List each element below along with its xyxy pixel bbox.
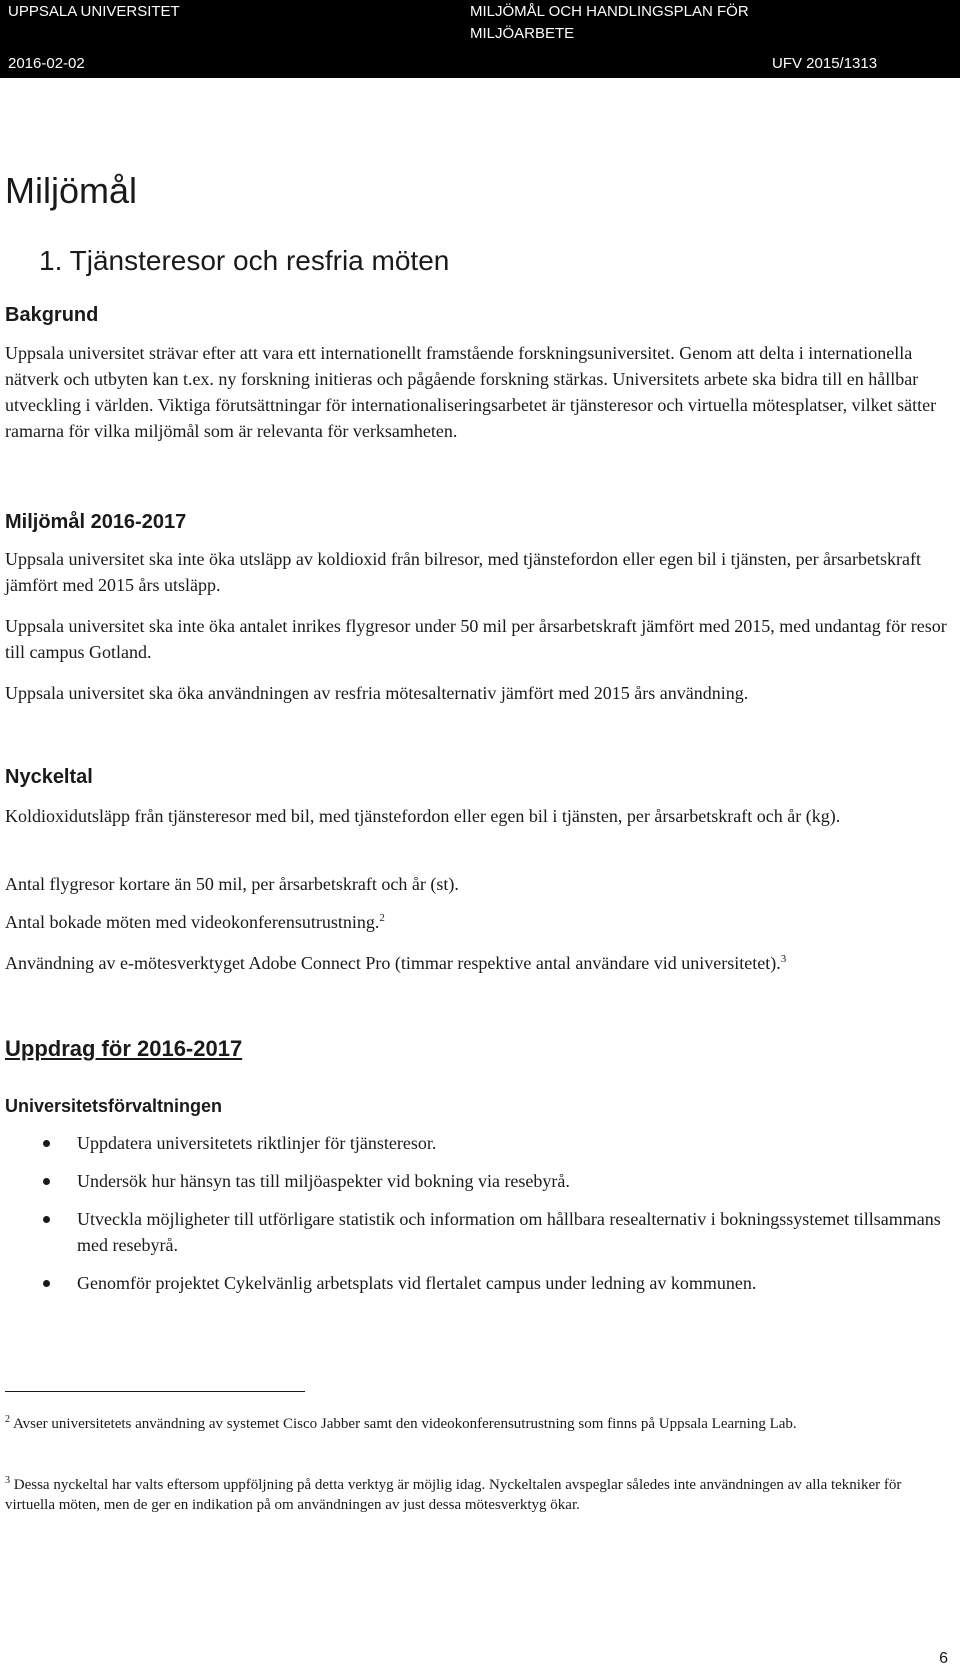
kpi-item-text: Användning av e-mötesverktyget Adobe Connect Pro (timmar respektive antal användare vid universitetet). (5, 953, 781, 973)
assignment-list (5, 1130, 945, 1308)
assignment-heading: Uppdrag för 2016-2017 (5, 1036, 243, 1061)
page-number: 6 (939, 1650, 948, 1667)
kpi-item (5, 871, 950, 897)
list-item (5, 1130, 945, 1156)
list-item-text: Utveckla möjligheter till utförligare statistik och information om hållbara resealternativ i bokningssystemet tillsammans med resebyrå. (77, 1209, 941, 1255)
kpi-heading: Nyckeltal (5, 766, 93, 788)
list-item (5, 1270, 945, 1296)
list-item (5, 1206, 945, 1258)
kpi-item-text: Antal bokade möten med videokonferensutrustning. (5, 912, 380, 932)
section-heading: 1. Tjänsteresor och resfria möten (39, 245, 450, 276)
footnote-separator (5, 1391, 305, 1392)
header-document-title: MILJÖMÅL OCH HANDLINGSPLAN FÖR MILJÖARBETE (470, 3, 749, 42)
kpi-item (5, 803, 950, 829)
footnote-number: 3 (5, 1475, 10, 1486)
footnote-number: 2 (5, 1414, 10, 1425)
list-item-text: Uppdatera universitetets riktlinjer för tjänsteresor. (77, 1133, 437, 1153)
bullet-icon (43, 1216, 50, 1223)
footnote-text: Dessa nyckeltal har valts eftersom uppföljning på detta verktyg är möjlig idag. Nyckeltalen avspeglar således inte användningen av alla tekniker för virtuella möten, men de ger en indikation på om användningen av just dessa mötesverktyg ökar. (5, 1477, 902, 1513)
header-date: 2016-02-02 (8, 55, 85, 72)
footnote-ref: 2 (379, 912, 385, 924)
goal-item: Uppsala universitet ska öka användningen av resfria mötesalternativ jämfört med 2015 års användning. (5, 683, 749, 703)
footnote (5, 1414, 950, 1434)
footnote-text: Avser universitetets användning av systemet Cisco Jabber samt den videokonferensutrustning som finns på Uppsala Learning Lab. (12, 1416, 797, 1432)
page-header (0, 0, 960, 78)
bullet-icon (43, 1280, 50, 1287)
kpi-item-text: Koldioxidutsläpp från tjänsteresor med bil, med tjänstefordon eller egen bil i tjänsten, per årsarbetskraft och år (kg). (5, 806, 841, 826)
goals-heading: Miljömål 2016-2017 (5, 511, 187, 533)
kpi-item (5, 950, 950, 976)
page-title: Miljömål (5, 170, 138, 211)
list-item-text: Undersök hur hänsyn tas till miljöaspekter vid bokning via resebyrå. (77, 1171, 570, 1191)
background-heading: Bakgrund (5, 304, 99, 326)
bullet-icon (43, 1140, 50, 1147)
header-reference: UFV 2015/1313 (772, 55, 878, 72)
background-text: Uppsala universitet strävar efter att vara ett internationellt framstående forskningsuniversitet. Genom att delta i internationella nätverk och utbyten kan t.ex. ny forskning initieras och pågående forskning stärkas. Universitets arbete ska bidra till en hållbar utveckling i världen. Viktiga förutsättningar för internationaliseringsarbetet är tjänsteresor och virtuella mötesplatser, vilket sätter ramarna för vilka miljömål som är relevanta för verksamheten. (5, 343, 937, 441)
list-item (5, 1168, 945, 1194)
header-organization: UPPSALA UNIVERSITET (8, 3, 180, 20)
footnote (5, 1475, 950, 1515)
assignment-subheading: Universitetsförvaltningen (5, 1096, 223, 1116)
footnote-ref: 3 (780, 953, 787, 965)
kpi-item-text: Antal flygresor kortare än 50 mil, per årsarbetskraft och år (st). (5, 874, 459, 894)
goal-item: Uppsala universitet ska inte öka antalet inrikes flygresor under 50 mil per årsarbetskraft jämfört med 2015, med undantag för resor till campus Gotland. (5, 616, 947, 662)
list-item-text: Genomför projektet Cykelvänlig arbetsplats vid flertalet campus under ledning av kommunen. (77, 1273, 757, 1293)
kpi-item (5, 909, 950, 935)
bullet-icon (43, 1178, 50, 1185)
goal-item: Uppsala universitet ska inte öka utsläpp av koldioxid från bilresor, med tjänstefordon eller egen bil i tjänsten, per årsarbetskraft jämfört med 2015 års utsläpp. (5, 549, 922, 595)
